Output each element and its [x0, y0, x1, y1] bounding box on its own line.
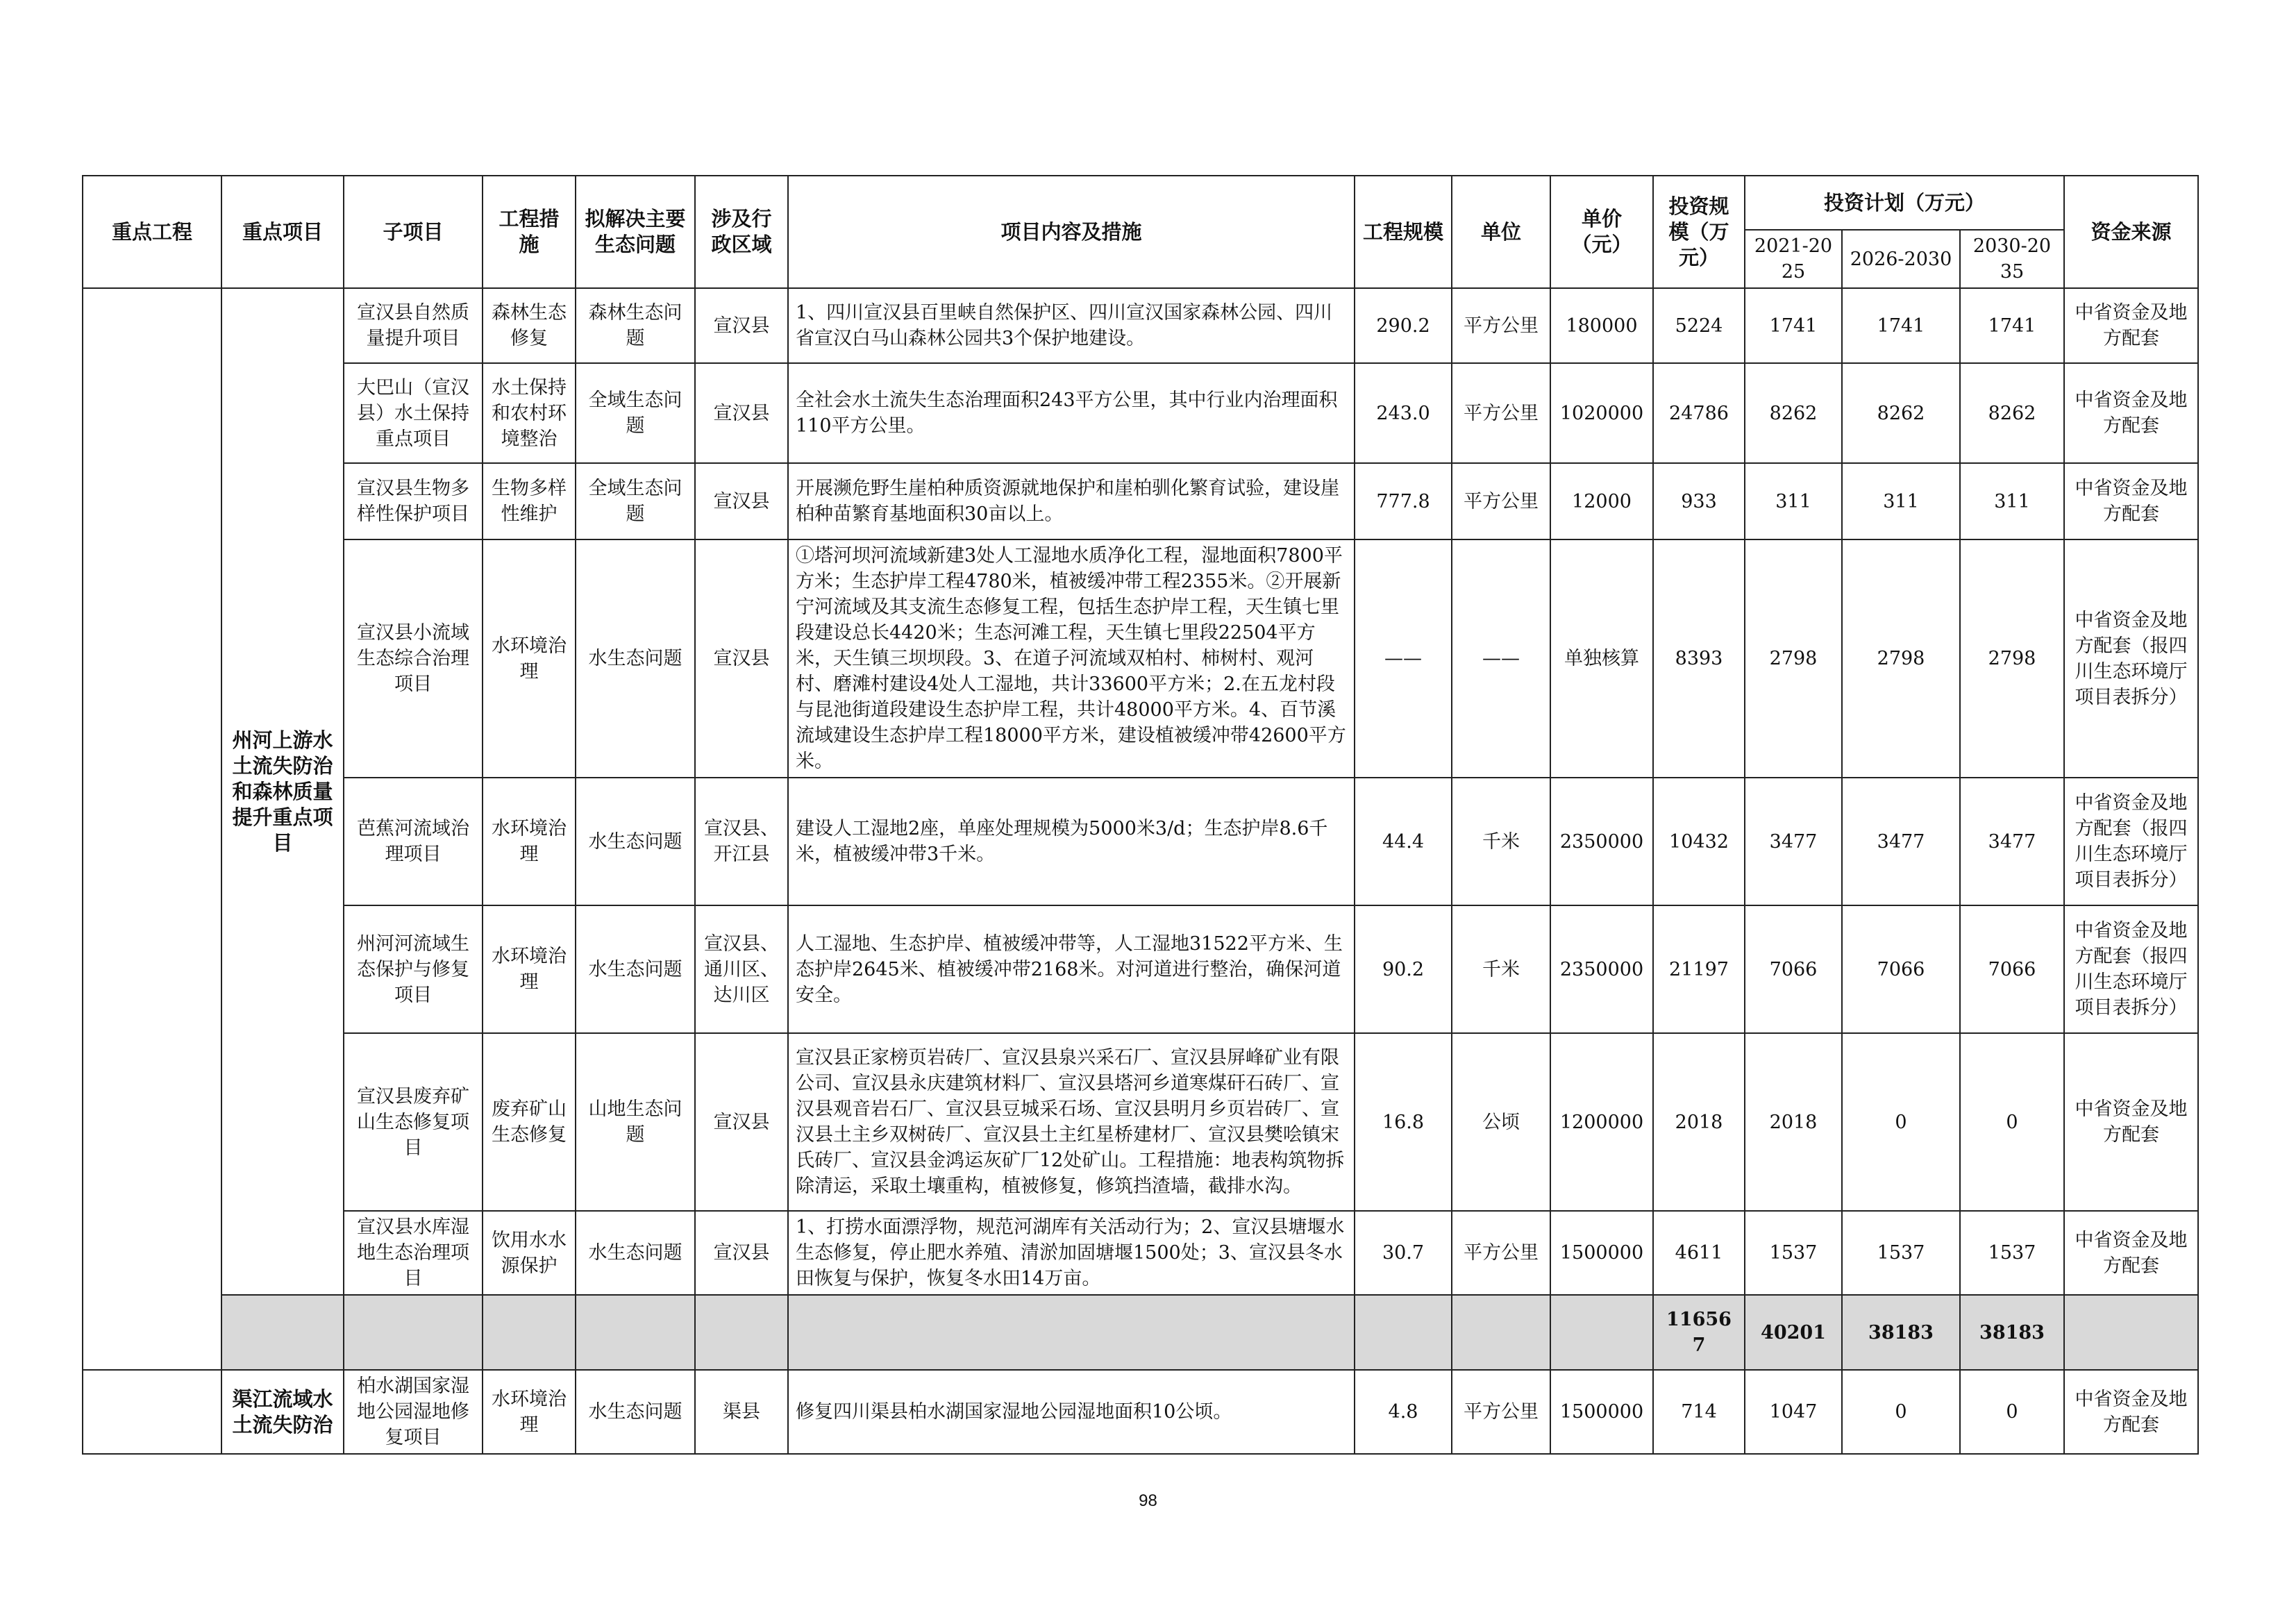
page-number: 98: [1139, 1491, 1157, 1510]
subtotal-unit: [1452, 1295, 1550, 1370]
region: 宣汉县、开江县: [695, 778, 788, 905]
problem: 山地生态问题: [576, 1033, 695, 1211]
content: 建设人工湿地2座，单座处理规模为5000米3/d；生态护岸8.6千米，植被缓冲带3千米。: [788, 778, 1355, 905]
unit: 千米: [1452, 778, 1550, 905]
scale: 777.8: [1355, 463, 1452, 539]
invest: 714: [1653, 1370, 1745, 1454]
sub-item: 州河河流域生态保护与修复项目: [344, 905, 483, 1033]
plan-2026-2030: 2798: [1842, 539, 1960, 778]
header-problem: 拟解决主要生态问题: [576, 176, 695, 288]
problem: 全域生态问题: [576, 363, 695, 463]
scale: 90.2: [1355, 905, 1452, 1033]
measure: 水环境治理: [483, 778, 576, 905]
content: 全社会水土流失生态治理面积243平方公里，其中行业内治理面积110平方公里。: [788, 363, 1355, 463]
content: 1、打捞水面漂浮物，规范河湖库有关活动行为；2、宣汉县塘堰水生态修复，停止肥水养殖、清淤加固塘堰1500处；3、宣汉县冬水田恢复与保护，恢复冬水田14万亩。: [788, 1211, 1355, 1295]
scale: 16.8: [1355, 1033, 1452, 1211]
table-row: [83, 539, 2198, 778]
subtotal-scale: [1355, 1295, 1452, 1370]
content: 宣汉县正家榜页岩砖厂、宣汉县泉兴采石厂、宣汉县屏峰矿业有限公司、宣汉县永庆建筑材料厂、宣汉县塔河乡道寒煤矸石砖厂、宣汉县观音岩石厂、宣汉县豆城采石场、宣汉县明月乡页岩砖厂、宣汉县土主乡双树砖厂、宣汉县土主红星桥建材厂、宣汉县樊哙镇宋氏砖厂、宣汉县金鸿运灰矿厂12处矿山。工程措施：地表构筑物拆除清运，采取土壤重构，植被修复，修筑挡渣墙，截排水沟。: [788, 1033, 1355, 1211]
subtotal-plan-2030-2035: 38183: [1960, 1295, 2064, 1370]
region: 宣汉县: [695, 363, 788, 463]
fund-source: 中省资金及地方配套: [2064, 1033, 2198, 1211]
plan-2021-2025: 2018: [1745, 1033, 1842, 1211]
problem: 水生态问题: [576, 1211, 695, 1295]
project-table: [82, 175, 2199, 1455]
unit: 平方公里: [1452, 1370, 1550, 1454]
fund-source: 中省资金及地方配套: [2064, 1370, 2198, 1454]
scale: 290.2: [1355, 288, 1452, 363]
subtotal-plan-2021-2025: 40201: [1745, 1295, 1842, 1370]
problem: 水生态问题: [576, 778, 695, 905]
unit-price: 12000: [1550, 463, 1653, 539]
unit: 平方公里: [1452, 288, 1550, 363]
region: 渠县: [695, 1370, 788, 1454]
region: 宣汉县、通川区、达川区: [695, 905, 788, 1033]
problem: 森林生态问题: [576, 288, 695, 363]
subtotal-region: [695, 1295, 788, 1370]
plan-2030-2035: 8262: [1960, 363, 2064, 463]
measure: 废弃矿山生态修复: [483, 1033, 576, 1211]
region: 宣汉县: [695, 1033, 788, 1211]
table-row: [83, 778, 2198, 905]
region: 宣汉县: [695, 288, 788, 363]
subtotal-plan-2026-2030: 38183: [1842, 1295, 1960, 1370]
plan-2030-2035: 0: [1960, 1370, 2064, 1454]
table-row: [83, 905, 2198, 1033]
header-content: 项目内容及措施: [788, 176, 1355, 288]
plan-2030-2035: 7066: [1960, 905, 2064, 1033]
scale: 243.0: [1355, 363, 1452, 463]
plan-2030-2035: 1741: [1960, 288, 2064, 363]
region: 宣汉县: [695, 539, 788, 778]
sub-item: 芭蕉河流域治理项目: [344, 778, 483, 905]
unit-price: 1500000: [1550, 1211, 1653, 1295]
plan-2026-2030: 0: [1842, 1033, 1960, 1211]
plan-2026-2030: 8262: [1842, 363, 1960, 463]
measure: 森林生态修复: [483, 288, 576, 363]
content: ①塔河坝河流域新建3处人工湿地水质净化工程，湿地面积7800平方米；生态护岸工程4780米，植被缓冲带工程2355米。②开展新宁河流域及其支流生态修复工程，包括生态护岸工程，天生镇七里段建设总长4420米；生态河滩工程，天生镇七里段22504平方米，天生镇三坝坝段。3、在道子河流域双柏村、柿树村、观河村、磨滩村建设4处人工湿地，共计33600平方米；2.在五龙村段与昆池街道段建设生态护岸工程，共计48000平方米。4、百节溪流域建设生态护岸工程18000平方米，建设植被缓冲带42600平方米。: [788, 539, 1355, 778]
invest: 933: [1653, 463, 1745, 539]
key-project-cell: [83, 288, 221, 1370]
plan-2021-2025: 7066: [1745, 905, 1842, 1033]
region: 宣汉县: [695, 1211, 788, 1295]
plan-2021-2025: 311: [1745, 463, 1842, 539]
table-row: [83, 463, 2198, 539]
subtotal-sub-item: [344, 1295, 483, 1370]
sub-item: 宣汉县废弃矿山生态修复项目: [344, 1033, 483, 1211]
fund-source: 中省资金及地方配套: [2064, 288, 2198, 363]
header-measure: 工程措施: [483, 176, 576, 288]
content: 人工湿地、生态护岸、植被缓冲带等，人工湿地31522平方米、生态护岸2645米、植被缓冲带2168米。对河道进行整治，确保河道安全。: [788, 905, 1355, 1033]
scale: 30.7: [1355, 1211, 1452, 1295]
fund-source: 中省资金及地方配套: [2064, 1211, 2198, 1295]
subtotal-content: [788, 1295, 1355, 1370]
subtotal-fund: [2064, 1295, 2198, 1370]
scale: 44.4: [1355, 778, 1452, 905]
table-row: [83, 1033, 2198, 1211]
unit-price: 2350000: [1550, 905, 1653, 1033]
subtotal-measure: [483, 1295, 576, 1370]
header-scale: 工程规模: [1355, 176, 1452, 288]
table-row: [83, 1211, 2198, 1295]
header-unit: 单位: [1452, 176, 1550, 288]
content: 开展濒危野生崖柏种质资源就地保护和崖柏驯化繁育试验，建设崖柏种苗繁育基地面积30亩以上。: [788, 463, 1355, 539]
plan-2026-2030: 3477: [1842, 778, 1960, 905]
subtotal-row: [83, 1295, 2198, 1370]
unit: 平方公里: [1452, 1211, 1550, 1295]
plan-2026-2030: 0: [1842, 1370, 1960, 1454]
fund-source: 中省资金及地方配套（报四川生态环境厅项目表拆分）: [2064, 539, 2198, 778]
invest: 4611: [1653, 1211, 1745, 1295]
sub-item: 宣汉县小流域生态综合治理项目: [344, 539, 483, 778]
unit: 公顷: [1452, 1033, 1550, 1211]
plan-2026-2030: 7066: [1842, 905, 1960, 1033]
measure: 水环境治理: [483, 539, 576, 778]
header-fund: 资金来源: [2064, 176, 2198, 288]
sub-item: 宣汉县生物多样性保护项目: [344, 463, 483, 539]
plan-2026-2030: 311: [1842, 463, 1960, 539]
unit: 千米: [1452, 905, 1550, 1033]
fund-source: 中省资金及地方配套: [2064, 463, 2198, 539]
unit-price: 2350000: [1550, 778, 1653, 905]
unit-price: 1500000: [1550, 1370, 1653, 1454]
unit-price: 1020000: [1550, 363, 1653, 463]
table-row: [83, 1370, 2198, 1454]
problem: 水生态问题: [576, 539, 695, 778]
subtotal-problem: [576, 1295, 695, 1370]
subtotal-invest: 116567: [1653, 1295, 1745, 1370]
header-period-1: 2021-2025: [1745, 230, 1842, 288]
header-key-item: 重点项目: [221, 176, 344, 288]
measure: 生物多样性维护: [483, 463, 576, 539]
problem: 水生态问题: [576, 905, 695, 1033]
plan-2021-2025: 1047: [1745, 1370, 1842, 1454]
unit-price: 180000: [1550, 288, 1653, 363]
header-plan: 投资计划（万元）: [1745, 176, 2064, 230]
fund-source: 中省资金及地方配套（报四川生态环境厅项目表拆分）: [2064, 905, 2198, 1033]
invest: 2018: [1653, 1033, 1745, 1211]
problem: 全域生态问题: [576, 463, 695, 539]
plan-2030-2035: 2798: [1960, 539, 2064, 778]
plan-2021-2025: 1741: [1745, 288, 1842, 363]
measure: 水环境治理: [483, 905, 576, 1033]
content: 修复四川渠县柏水湖国家湿地公园湿地面积10公顷。: [788, 1370, 1355, 1454]
measure: 水土保持和农村环境整治: [483, 363, 576, 463]
plan-2021-2025: 1537: [1745, 1211, 1842, 1295]
header-unit-price: 单价（元）: [1550, 176, 1653, 288]
plan-2030-2035: 311: [1960, 463, 2064, 539]
plan-2021-2025: 8262: [1745, 363, 1842, 463]
key-item-cell: 渠江流域水土流失防治: [221, 1370, 344, 1454]
invest: 10432: [1653, 778, 1745, 905]
header-key-project: 重点工程: [83, 176, 221, 288]
header-region: 涉及行政区域: [695, 176, 788, 288]
key-item-cell: 州河上游水土流失防治和森林质量提升重点项目: [221, 288, 344, 1295]
table-row: [83, 363, 2198, 463]
scale: ——: [1355, 539, 1452, 778]
header-period-3: 2030-2035: [1960, 230, 2064, 288]
content: 1、四川宣汉县百里峡自然保护区、四川宣汉国家森林公园、四川省宣汉白马山森林公园共3个保护地建设。: [788, 288, 1355, 363]
sub-item: 宣汉县自然质量提升项目: [344, 288, 483, 363]
subtotal-price: [1550, 1295, 1653, 1370]
sub-item: 大巴山（宣汉县）水土保持重点项目: [344, 363, 483, 463]
invest: 24786: [1653, 363, 1745, 463]
plan-2021-2025: 2798: [1745, 539, 1842, 778]
sub-item: 宣汉县水库湿地生态治理项目: [344, 1211, 483, 1295]
project-table-wrapper: [82, 175, 2197, 1448]
plan-2026-2030: 1537: [1842, 1211, 1960, 1295]
fund-source: 中省资金及地方配套（报四川生态环境厅项目表拆分）: [2064, 778, 2198, 905]
header-sub-item: 子项目: [344, 176, 483, 288]
header-period-2: 2026-2030: [1842, 230, 1960, 288]
unit: 平方公里: [1452, 363, 1550, 463]
problem: 水生态问题: [576, 1370, 695, 1454]
unit-price: 单独核算: [1550, 539, 1653, 778]
plan-2030-2035: 1537: [1960, 1211, 2064, 1295]
unit-price: 1200000: [1550, 1033, 1653, 1211]
fund-source: 中省资金及地方配套: [2064, 363, 2198, 463]
plan-2026-2030: 1741: [1842, 288, 1960, 363]
invest: 8393: [1653, 539, 1745, 778]
subtotal-key-item: [221, 1295, 344, 1370]
unit: 平方公里: [1452, 463, 1550, 539]
key-project-cell: [83, 1370, 221, 1454]
scale: 4.8: [1355, 1370, 1452, 1454]
region: 宣汉县: [695, 463, 788, 539]
invest: 21197: [1653, 905, 1745, 1033]
plan-2021-2025: 3477: [1745, 778, 1842, 905]
measure: 饮用水水源保护: [483, 1211, 576, 1295]
invest: 5224: [1653, 288, 1745, 363]
sub-item: 柏水湖国家湿地公园湿地修复项目: [344, 1370, 483, 1454]
measure: 水环境治理: [483, 1370, 576, 1454]
plan-2030-2035: 0: [1960, 1033, 2064, 1211]
table-row: [83, 288, 2198, 363]
unit: ——: [1452, 539, 1550, 778]
plan-2030-2035: 3477: [1960, 778, 2064, 905]
header-invest: 投资规模（万元）: [1653, 176, 1745, 288]
